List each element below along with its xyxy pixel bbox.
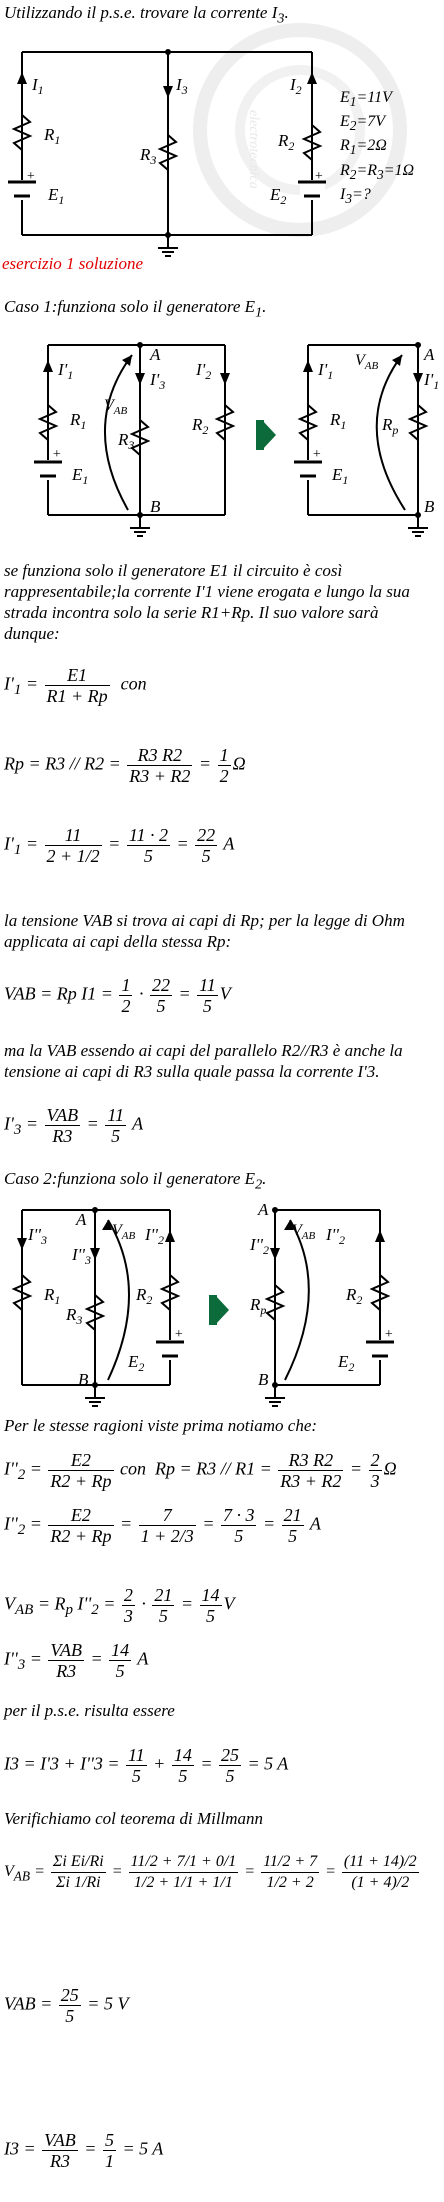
svg-text:R2: $R_2$ [346,1285,363,1307]
svg-text:Rp: $R_p$ [382,415,399,437]
svg-text:I'1: $I'_1$ [424,370,440,392]
svg-text:E1: $E_1$ [72,465,89,487]
svg-text:R2: $R_2$ [192,415,209,437]
case2-circuit-diagram [0,1195,444,1410]
svg-text:I''2: $I''_2$ [326,1225,345,1247]
svg-text:R1: $R_1$ [44,1285,61,1307]
case1-title: Caso 1:funziona solo il generatore $E_1$. [4,297,267,321]
given-r1: $R_1=2\Omega$ [340,137,387,158]
svg-text:I''2: $I''_2$ [250,1235,269,1257]
svg-text:I''2: $I''_2$ [145,1225,164,1247]
svg-text:A: A [76,1210,87,1229]
case1-parallel-text: ma la VAB essendo ai capi del parallelo R2//R3 è anche la tensione ai capi di R3 sulla quale passa la corrente I'3. [4,1041,403,1081]
case1-vab-text: la tensione VAB si trova ai capi di Rp; per la legge di Ohm applicata ai capi della stessa Rp: [4,911,405,951]
svg-text:R1: $R_1$ [44,125,61,147]
eq-vab-case2: $V_{AB} = R_p$ $I''_2$ = $\frac{2}{3}$ · $\frac{21}{5}$ = $\frac{14}{5}$ V [4,1585,235,1626]
svg-text:B: B [78,1370,89,1389]
svg-text:B: B [258,1370,269,1389]
svg-text:VAB: $V_{AB}$ [292,1222,316,1242]
eq-millmann: $V_{AB}$ = $\frac{\text{Σi Ei/Ri}}{\Sigma i 1/Ri}$ = $\frac{11/2 + 7/1 + 0/1}{1/2 + 1/1 + 1/1}$ = $\frac{11/2 + 7}{1/2 + 2}$ = $\frac{(11 + 14)/2}{(1 + 4)/2}$ [4,1853,417,1891]
problem-statement: Utilizzando il p.s.e. trovare la corrente $I_3$. [4,3,289,27]
solution-title: esercizio 1 soluzione [2,254,144,273]
svg-text:I1: $I_1$ [32,75,44,97]
eq-i1-value: $I'_1$ = $\frac{11}{2 + 1/2}$ = $\frac{11 \cdot 2}{5}$ = $\frac{22}{5}$ A [4,825,235,866]
svg-text:E1: $E_1$ [332,465,349,487]
pse-text: per il p.s.e. risulta essere [4,1701,175,1720]
case1-circuit-diagram [0,330,444,540]
eq-i2-formula: $I''_2$ = $\frac{E2}{R2 + Rp}$ con Rp = R3 // R1 = $\frac{R3 R2}{R3 + R2}$ = $\frac{2}{3}$ Ω [4,1450,397,1491]
svg-text:R1: $R_1$ [330,410,347,432]
given-e1: $E_1=11V$ [340,89,392,110]
watermark-text: electrotecnica [246,110,261,189]
eq-vab-case1: VAB = Rp I1 = $\frac{1}{2}$ · $\frac{22}{5}$ = $\frac{11}{5}$ V [4,975,231,1016]
given-i3: $I_3=$? [340,185,371,206]
eq-i3-prime: $I'_3$ = $\frac{\text{VAB}}{R3}$ = $\frac{11}{5}$ A [4,1105,144,1146]
svg-text:+: + [314,169,324,184]
case2-title: Caso 2:funziona solo il generatore $E_2$. [4,1169,267,1193]
svg-text:I2: $I_2$ [290,75,302,97]
svg-text:I'3: $I'_3$ [150,370,166,392]
svg-text:VAB: $V_{AB}$ [355,352,379,372]
svg-text:+: + [52,447,62,462]
svg-text:+: + [174,1327,184,1342]
svg-text:I'1: $I'_1$ [58,360,74,382]
svg-text:I''3: $I''_3$ [72,1245,91,1267]
svg-text:A: A [258,1200,269,1219]
svg-text:A: A [150,345,161,364]
svg-text:E2: $E_2$ [338,1352,355,1374]
svg-text:E2: $E_2$ [270,185,287,207]
svg-text:+: + [312,447,322,462]
case2-explanation: Per le stesse ragioni viste prima notiamo che: [4,1416,318,1435]
svg-text:+: + [384,1327,394,1342]
svg-text:VAB: $V_{AB}$ [112,1222,136,1242]
eq-i2-value: $I''_2$ = $\frac{E2}{R2 + Rp}$ = $\frac{7}{1 + 2/3}$ = $\frac{7 \cdot 3}{5}$ = $\frac{21}{5}$ A [4,1505,321,1546]
svg-text:R3: $R_3$ [66,1305,83,1327]
svg-text:VAB: $V_{AB}$ [104,397,128,417]
svg-text:I3: $I_3$ [176,75,188,97]
svg-text:I'1: $I'_1$ [318,360,334,382]
svg-text:Rp: $R_p$ [250,1295,267,1317]
svg-text:E1: $E_1$ [48,185,65,207]
given-r2-r3: $R_2=R_3=1\Omega$ [340,161,415,182]
eq-i1-formula: $I'_1$ = $\frac{E1}{R1 + Rp}$ con [4,665,147,706]
eq-rp: Rp = R3 // R2 = $\frac{R3 R2}{R3 + R2}$ = $\frac{1}{2}$ Ω [4,745,246,786]
svg-text:R2: $R_2$ [136,1285,153,1307]
svg-text:R3: $R_3$ [118,430,135,452]
millmann-text: Verifichiamo col teorema di Millmann [4,1809,264,1828]
eq-i3-total: I3 = I'3 + I''3 = $\frac{11}{5}$ + $\frac{14}{5}$ = $\frac{25}{5}$ = 5 A [4,1745,289,1786]
svg-text:R2: $R_2$ [278,131,295,153]
svg-text:B: B [150,497,161,516]
svg-text:I'2: $I'_2$ [196,360,212,382]
svg-text:R3: $R_3$ [140,145,157,167]
eq-vab-final: VAB = $\frac{25}{5}$ = 5 V [4,1985,129,2026]
svg-text:E2: $E_2$ [128,1352,145,1374]
given-values [340,88,414,209]
svg-text:R1: $R_1$ [70,410,87,432]
svg-text:B: B [424,497,435,516]
eq-i3-double-prime: $I''_3$ = $\frac{\text{VAB}}{R3}$ = $\frac{14}{5}$ A [4,1640,149,1681]
eq-i3-final: I3 = $\frac{\text{VAB}}{R3}$ = $\frac{5}{1}$ = 5 A [4,2130,164,2171]
given-e2: $E_2=7V$ [340,113,386,134]
svg-text:A: A [424,345,435,364]
case1-explanation: se funziona solo il generatore E1 il circuito è così rappresentabile;la corrente I'1 viene erogata e lungo la sua strada incontra solo la serie R1+Rp. Il suo valore sarà dunque: [4,561,410,643]
svg-text:+: + [26,169,36,184]
svg-text:I''3: $I''_3$ [28,1225,47,1247]
